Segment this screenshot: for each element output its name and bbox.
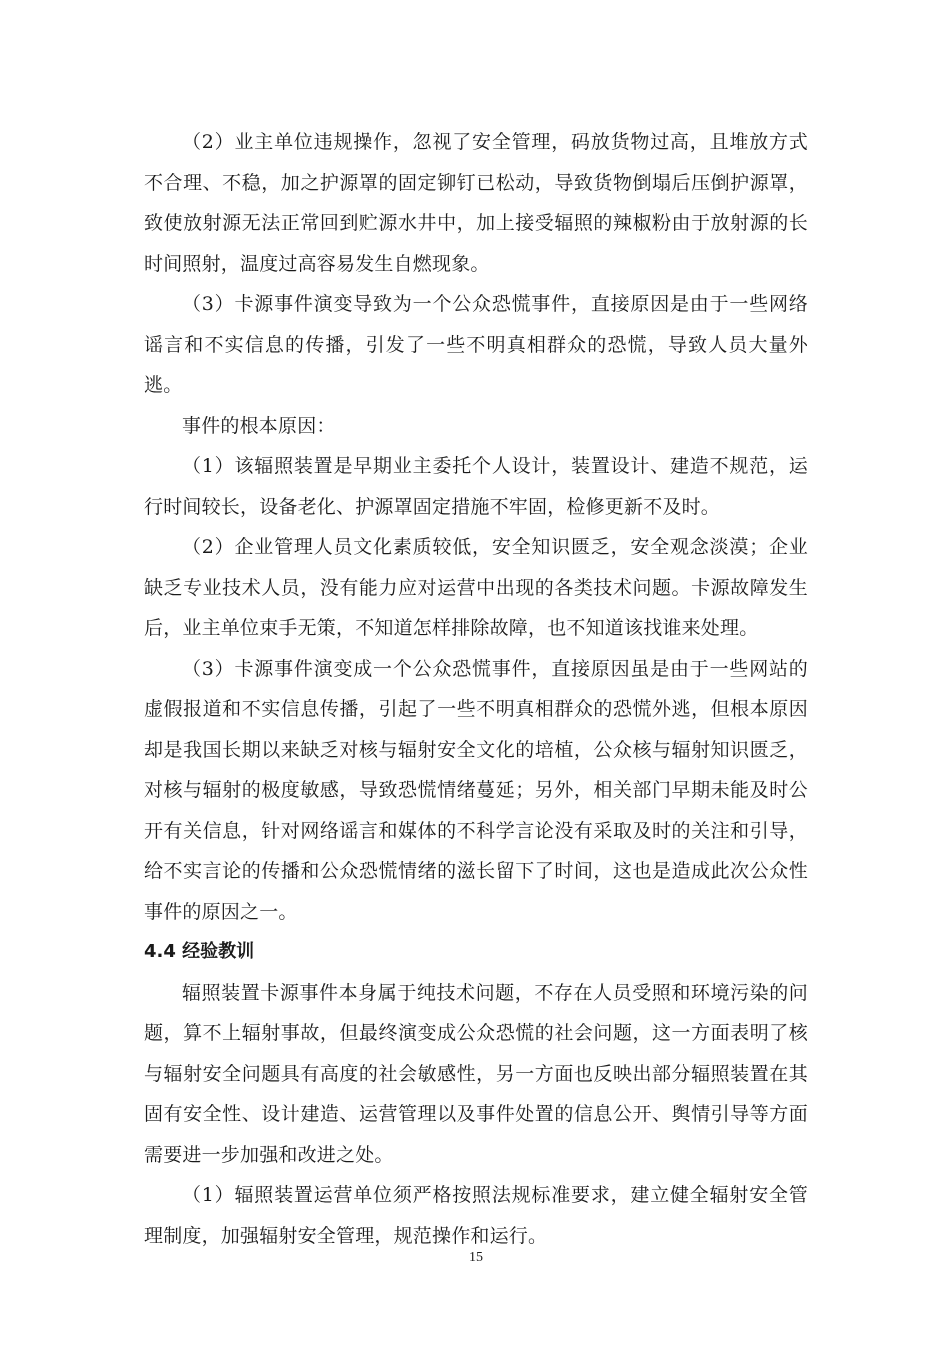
page-number: 15: [469, 1250, 483, 1265]
section-heading: 4.4 经验教训: [144, 941, 255, 962]
paragraph-root-cause-2: （2）企业管理人员文化素质较低，安全知识匮乏，安全观念淡漠；企业缺乏专业技术人员，没有能力应对运营中出现的各类技术问题。卡源故障发生后，业主单位束手无策，不知道怎样排除故障，也不知道该找谁来处理。: [144, 536, 808, 639]
paragraph-root-cause-1: （1）该辐照装置是早期业主委托个人设计，装置设计、建造不规范，运行时间较长，设备老化、护源罩固定措施不牢固，检修更新不及时。: [144, 455, 808, 518]
body-text: [144, 122, 808, 1256]
paragraph-lessons-intro: 辐照装置卡源事件本身属于纯技术问题，不存在人员受照和环境污染的问题，算不上辐射事故，但最终演变成公众恐慌的社会问题，这一方面表明了核与辐射安全问题具有高度的社会敏感性，另一方面也反映出部分辐照装置在其固有安全性、设计建造、运营管理以及事件处置的信息公开、舆情引导等方面需要进一步加强和改进之处。: [144, 981, 808, 1166]
paragraph-cause-3: （3）卡源事件演变导致为一个公众恐慌事件，直接原因是由于一些网络谣言和不实信息的传播，引发了一些不明真相群众的恐慌，导致人员大量外逃。: [144, 293, 808, 396]
paragraph-root-cause-3: （3）卡源事件演变成一个公众恐慌事件，直接原因虽是由于一些网站的虚假报道和不实信息传播，引起了一些不明真相群众的恐慌外逃，但根本原因却是我国长期以来缺乏对核与辐射安全文化的培植，公众核与辐射知识匮乏，对核与辐射的极度敏感，导致恐慌情绪蔓延；另外，相关部门早期未能及时公开有关信息，针对网络谣言和媒体的不科学言论没有采取及时的关注和引导，给不实言论的传播和公众恐慌情绪的滋长留下了时间，这也是造成此次公众性事件的原因之一。: [144, 657, 808, 923]
root-cause-label: 事件的根本原因：: [182, 414, 336, 437]
paragraph-cause-2: （2）业主单位违规操作，忽视了安全管理，码放货物过高，且堆放方式不合理、不稳，加之护源罩的固定铆钉已松动，导致货物倒塌后压倒护源罩，致使放射源无法正常回到贮源水井中，加上接受辐照的辣椒粉由于放射源的长时间照射，温度过高容易发生自燃现象。: [144, 131, 808, 275]
paragraph-lesson-1: （1）辐照装置运营单位须严格按照法规标准要求，建立健全辐射安全管理制度，加强辐射安全管理，规范操作和运行。: [144, 1184, 808, 1247]
